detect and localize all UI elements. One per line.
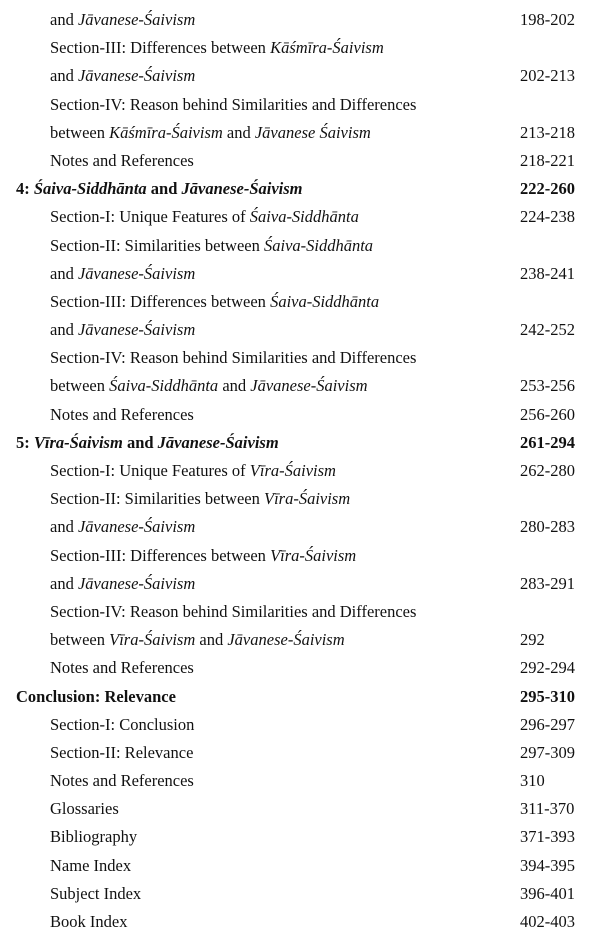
toc-entry <box>0 147 600 175</box>
toc-entry <box>0 232 600 260</box>
toc-entry <box>0 767 600 795</box>
toc-page-range: 224-238 <box>520 207 575 227</box>
toc-entry-title: 4: Śaiva-Siddhānta and Jāvanese-Śaivism <box>16 179 303 199</box>
toc-page-range: 297-309 <box>520 742 575 762</box>
table-of-contents <box>0 6 600 936</box>
toc-page-range: 261-294 <box>520 432 575 452</box>
toc-page-range: 238-241 <box>520 263 575 283</box>
toc-chapter-entry <box>0 683 600 711</box>
toc-page-range: 371-393 <box>520 827 575 847</box>
toc-page-range: 222-260 <box>520 179 575 199</box>
toc-entry <box>0 372 600 400</box>
toc-page-range: 310 <box>520 771 545 791</box>
toc-entry <box>0 119 600 147</box>
toc-entry-title: Section-I: Unique Features of Vīra-Śaivism <box>50 461 336 480</box>
toc-page-range: 198-202 <box>520 10 575 29</box>
toc-entry-title: and Jāvanese-Śaivism <box>50 66 196 86</box>
toc-entry-title: and Jāvanese-Śaivism <box>50 320 196 340</box>
toc-page-range: 202-213 <box>520 66 575 86</box>
toc-entry-title: Section-IV: Reason behind Similarities and Differences <box>50 348 417 368</box>
toc-entry <box>0 795 600 823</box>
toc-entry-title: Section-IV: Reason behind Similarities and Differences <box>50 94 417 114</box>
toc-page-range: 396-401 <box>520 883 575 903</box>
toc-entry <box>0 91 600 119</box>
toc-page-range: 283-291 <box>520 573 575 593</box>
toc-page-range: 295-310 <box>520 686 575 706</box>
toc-entry-title: between Śaiva-Siddhānta and Jāvanese-Śaivism <box>50 376 368 396</box>
toc-chapter-entry <box>0 429 600 457</box>
toc-entry <box>0 513 600 541</box>
toc-entry <box>0 626 600 654</box>
toc-entry-title: Bibliography <box>50 827 138 847</box>
toc-entry-title: Notes and References <box>50 771 194 791</box>
toc-entry-title: 5: Vīra-Śaivism and Jāvanese-Śaivism <box>16 432 279 452</box>
toc-entry <box>0 260 600 288</box>
toc-entry <box>0 880 600 908</box>
toc-entry-title: and Jāvanese-Śaivism <box>50 10 196 29</box>
toc-page-range: 311-370 <box>520 799 575 819</box>
toc-entry-title: and Jāvanese-Śaivism <box>50 263 196 283</box>
toc-entry <box>0 711 600 739</box>
toc-entry-title: Subject Index <box>50 883 142 903</box>
toc-page-range: 256-260 <box>520 404 575 424</box>
toc-entry <box>0 823 600 851</box>
toc-page-range: 296-297 <box>520 714 575 734</box>
toc-entry-title: Notes and References <box>50 658 194 678</box>
toc-entry <box>0 739 600 767</box>
toc-entry <box>0 485 600 513</box>
toc-entry-title: Section-II: Similarities between Vīra-Śaivism <box>50 489 351 509</box>
toc-entry <box>0 203 600 231</box>
toc-page-range: 280-283 <box>520 517 575 537</box>
toc-entry-title: Conclusion: Relevance <box>16 686 176 706</box>
toc-entry <box>0 852 600 880</box>
toc-page-range: 292-294 <box>520 658 575 678</box>
toc-entry-title: between Vīra-Śaivism and Jāvanese-Śaivism <box>50 630 345 650</box>
toc-entry <box>0 34 600 62</box>
toc-entry-title: and Jāvanese-Śaivism <box>50 573 196 593</box>
toc-page-range: 242-252 <box>520 320 575 340</box>
toc-entry-title: between Kāśmīra-Śaivism and Jāvanese Śaivism <box>50 122 371 142</box>
toc-entry-title: Section-II: Relevance <box>50 742 194 762</box>
toc-entry-title: Section-III: Differences between Kāśmīra-Śaivism <box>50 38 384 58</box>
toc-entry <box>0 598 600 626</box>
toc-entry-title: Notes and References <box>50 150 194 170</box>
toc-entry-title: Section-I: Conclusion <box>50 714 195 734</box>
toc-entry-title: Section-IV: Reason behind Similarities and Differences <box>50 601 417 621</box>
toc-entry <box>0 570 600 598</box>
toc-entry-title: Book Index <box>50 912 128 931</box>
toc-entry <box>0 542 600 570</box>
toc-entry-title: Section-III: Differences between Vīra-Śaivism <box>50 545 357 565</box>
toc-entry-title: Glossaries <box>50 799 119 819</box>
toc-entry <box>0 457 600 485</box>
toc-entry-title: Notes and References <box>50 404 194 424</box>
toc-page-range: 253-256 <box>520 376 575 396</box>
toc-entry <box>0 344 600 372</box>
toc-entry <box>0 908 600 936</box>
toc-entry-title: Section-I: Unique Features of Śaiva-Siddhānta <box>50 207 359 227</box>
toc-page-range: 262-280 <box>520 461 575 480</box>
toc-entry <box>0 288 600 316</box>
toc-entry <box>0 62 600 90</box>
toc-entry-title: Section-III: Differences between Śaiva-Siddhānta <box>50 291 380 311</box>
toc-entry <box>0 316 600 344</box>
toc-page-range: 292 <box>520 630 545 650</box>
toc-page-range: 218-221 <box>520 150 575 170</box>
toc-entry-title: Section-II: Similarities between Śaiva-Siddhānta <box>50 235 374 255</box>
toc-entry <box>0 401 600 429</box>
toc-page-range: 402-403 <box>520 912 575 931</box>
toc-chapter-entry <box>0 175 600 203</box>
toc-page-range: 394-395 <box>520 855 575 875</box>
toc-page-range: 213-218 <box>520 122 575 142</box>
toc-entry <box>0 6 600 34</box>
toc-entry-title: and Jāvanese-Śaivism <box>50 517 196 537</box>
toc-entry-title: Name Index <box>50 855 132 875</box>
toc-entry <box>0 654 600 682</box>
